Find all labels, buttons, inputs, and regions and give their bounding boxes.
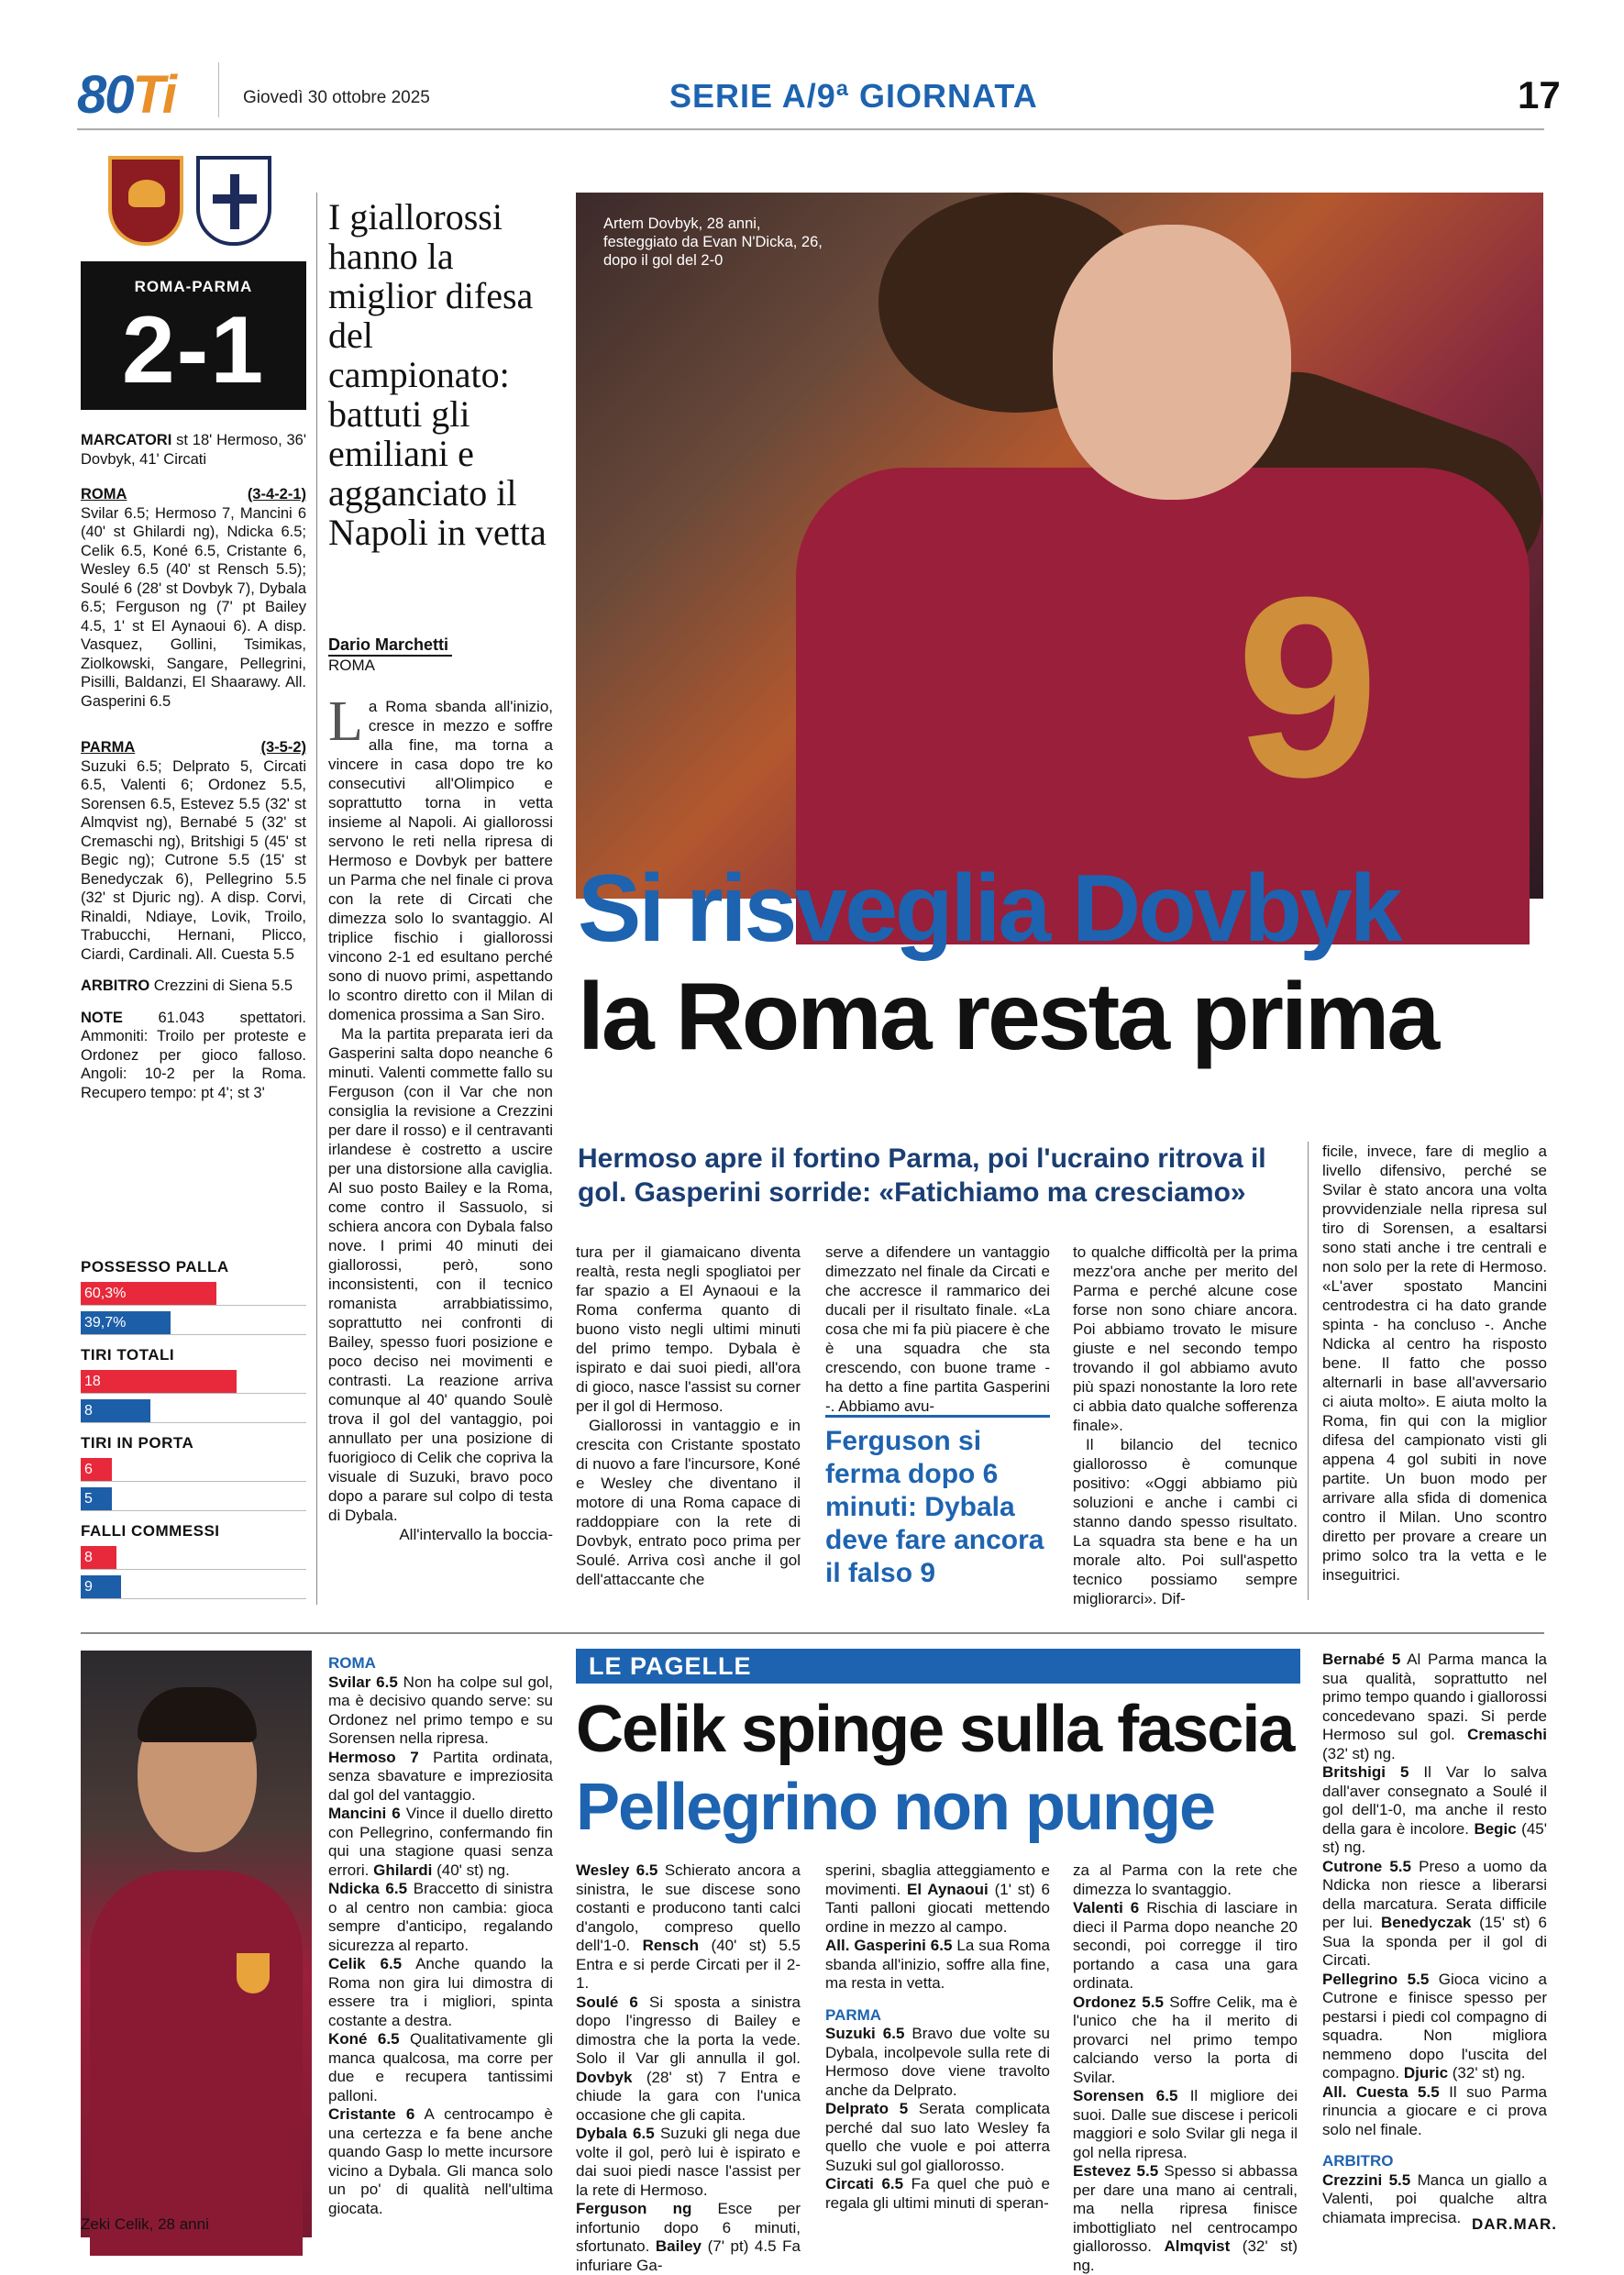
ratings-referee: ARBITRO bbox=[1322, 2152, 1394, 2170]
headline-line-2: la Roma resta prima bbox=[578, 964, 1438, 1070]
referee: ARBITRO Crezzini di Siena 5.5 bbox=[81, 977, 293, 994]
rating-entry: Sorensen 6.5 Il migliore dei suoi. Dalle sue discese i pericoli maggiori e solo Svilar gli nega il gol nella ripresa. bbox=[1073, 2087, 1298, 2161]
shirt-number-graphic: 9 bbox=[1236, 545, 1379, 831]
final-score: 2-1 bbox=[121, 297, 266, 403]
rating-entry: Svilar 6.5 Non ha colpe sul gol, ma è decisivo quando serve: su Ordonez nel primo tempo e su Sorensen nella ripresa. bbox=[328, 1673, 553, 1747]
article-column-1: La Roma sbanda all'inizio, cresce in mezzo e soffre alla fine, ma torna a vincere in casa dopo tre ko consecutivi all'Olimpico e soprattutto torna in vetta insieme al Napoli. Ai giallorossi servono le reti nella ripresa di Hermoso e Dovbyk per battere un Parma che nel finale ci prova con la rete di Circati che dimezza solo lo svantaggio. Al triplice fischio i giallorossi vincono 2-1 ed esultano perché sono di nuovo primi, aspettando lo scontro diretto con il Milan di domenica prossima a San Siro. Ma la partita preparata ieri da Gasperini salta dopo neanche 6 minuti. Valenti commette fallo su Ferguson (con il Var che non consiglia la revisione a Crezzini per dare il rosso) e il centravanti irlandese è costretto a uscire per una distorsione alla caviglia. Al suo posto Bailey e la Roma, come contro il Sassuolo, si schiera ancora con Dybala falso nove. I primi 40 minuti dei giallorossi, però, sono inconsistenti, con il tecnico romanista arrabbiatissimo, soprattutto nei confronti di Bailey, spesso fuori posizione e poco deciso nei movimenti e contrasti. La reazione arriva comunque al 40' quando Soulè trova il gol del vantaggio, poi annullato per una posizione di fuorigioco di Celik che copriva la visuale di Suzuki, bravo poco dopo a parare sul colpo di testa di Dybala. All'intervallo la boccia- bbox=[328, 690, 553, 1543]
rating-entry: Britshigi 5 Il Var lo salva dall'aver consegnato a Soulé il gol dell'1-0, ma anche il resto della gara è incolore. bbox=[1322, 1763, 1547, 1838]
rating-entry: Suzuki 6.5 Bravo due volte su Dybala, incolpevole sulla rete di Hermoso dove viene travolto anche da Delprato. bbox=[825, 2025, 1050, 2099]
match-sheet bbox=[81, 431, 306, 1102]
stat-value-roma: 6 bbox=[81, 1458, 112, 1481]
parma-crest-icon bbox=[196, 156, 271, 246]
rating-entry: Hermoso 7 Partita ordinata, senza sbavature e impreziosita dal gol del vantaggio. bbox=[328, 1748, 553, 1804]
rating-entry: Celik 6.5 Anche quando la Roma non gira lui dimostra di essere tra i migliori, spinta costante a destra. bbox=[328, 1955, 553, 2029]
section-rule bbox=[81, 1632, 1544, 1634]
rating-entry: El Aynaoui (1' st) 6 Tanti palloni giocati mettendo ordine in mezzo al campo. bbox=[825, 1880, 1050, 1936]
ratings-column-2 bbox=[576, 1861, 801, 2275]
ratings-column-5 bbox=[1322, 1651, 1547, 2227]
rating-entry: Bailey (7' pt) 4.5 Fa infuriare Ga- bbox=[576, 2237, 801, 2274]
headline-subtitle: Hermoso apre il fortino Parma, poi l'ucraino ritrova il gol. Gasperini sorride: «Fatichiamo ma cresciamo» bbox=[578, 1143, 1266, 1208]
main-photo bbox=[576, 193, 1543, 899]
scorebox bbox=[81, 261, 306, 410]
ratings-column-3 bbox=[825, 1861, 1050, 2213]
stat-bar-roma bbox=[81, 1546, 306, 1570]
player-photo bbox=[81, 1651, 312, 2237]
club-badge-icon bbox=[237, 1953, 270, 1993]
dateline-city: ROMA bbox=[328, 657, 375, 674]
rating-entry: Ndicka 6.5 Braccetto di sinistra o al centro non cambia: gioca sempre d'anticipo, regalando sicurezza al reparto. bbox=[328, 1880, 553, 1954]
rating-entry: Delprato 5 Serata complicata perché dal suo lato Wesley fa quello che vuole e poi atterra Suzuki sul gol giallorosso. bbox=[825, 2100, 1050, 2174]
rating-entry: Mancini 6 Vince il duello diretto con Pellegrino, confermando fin qui una stagione quasi senza errori. bbox=[328, 1805, 553, 1879]
photo-caption: Artem Dovbyk, 28 anni, festeggiato da Evan N'Dicka, 26, dopo il gol del 2-0 bbox=[603, 215, 823, 269]
stat-value-parma: 9 bbox=[81, 1575, 121, 1598]
article-column-4: to qualche difficoltà per la prima mezz'ora anche per merito del Parma e perché alcune cose forse non sono chiare ancora. Poi abbiamo trovato le misure giuste e nel secondo tempo trovando il gol abbiamo avuto più spazi nonostante la loro rete ci abbia dato qualche sofferenza finale». Il bilancio del tecnico giallorosso è comunque positivo: «Oggi abbiamo più soluzioni e anche i cambi ci stanno dando spesso risultato. La squadra sta bene e ha un morale alto. Poi sull'aspetto tecnico possiamo sempre migliorarci». Dif- bbox=[1073, 1243, 1298, 1607]
stat-bar-parma bbox=[81, 1311, 306, 1335]
rating-entry: Begic (45' st) ng. bbox=[1322, 1819, 1547, 1856]
rating-entry: Dovbyk (28' st) 7 Entra e chiude la gara con l'unica occasione che gli capita. bbox=[576, 2068, 801, 2124]
rating-entry: Djuric (32' st) ng. bbox=[1403, 2064, 1526, 2082]
rating-entry: Rensch (40' st) 5.5 Entra e si perde Circati per il 2-1. bbox=[576, 1937, 801, 1992]
rating-entry: Soulé 6 Si sposta a sinistra dopo l'ingresso di Bailey e dimostra che la porta la vede. Solo il Var gli annulla il gol. bbox=[576, 1993, 801, 2067]
stat-bar-roma bbox=[81, 1282, 306, 1306]
rating-entry: Benedyczak (15' st) 6 Sua la sponda per il gol di Circati. bbox=[1322, 1914, 1548, 1969]
ratings-signature: DAR.MAR. bbox=[1472, 2215, 1557, 2233]
article-column-3: serve a difendere un vantaggio dimezzato nel finale da Circati e che accresce il rammarico dei ducali per il risultato finale. «La cosa che mi fa più piacere è che è una squadra che sta crescendo, con buone trame - ha detto a fine partita Gasperini -. Abbiamo avu- bbox=[825, 1243, 1050, 1415]
rating-entry: Crezzini 5.5 Manca un giallo a Valenti, poi qualche altra chiamata imprecisa. bbox=[1322, 2170, 1547, 2226]
rating-entry: Dybala 6.5 Suzuki gli nega due volte il gol, però lui è ispirato e dai suoi piedi nasce l'assist per la rete di Hermoso. bbox=[576, 2125, 801, 2199]
rating-entry: Wesley 6.5 Schierato ancora a sinistra, le sue discese sono costanti e producono tanti calci d'angolo, compreso quello dell'1-0. bbox=[576, 1861, 801, 1954]
match-label: ROMA-PARMA bbox=[134, 278, 253, 295]
stat-title: TIRI IN PORTA bbox=[81, 1434, 194, 1452]
ratings-column-4 bbox=[1073, 1861, 1298, 2275]
roma-lineup: Svilar 6.5; Hermoso 7, Mancini 6 (40' st Ghilardi ng), Ndicka 6.5; Celik 6.5, Koné 6.5, Cristante 6, Wesley 6.5 (40' st Rensch 5.5); Soulé 6 (28' st Dovbyk 7), Dybala 6.5; Ferguson ng (7' pt Bailey 4.5, 1' st El Aynaoui 6). A disp. Vasquez, Gollini, Tsimikas, Ziolkowski, Sangare, Pellegrini, Pisilli, Baldanzi, El Shaarawy. All. Gasperini 6.5 bbox=[81, 504, 306, 710]
stat-bar-parma bbox=[81, 1399, 306, 1423]
rating-entry: Ghilardi (40' st) ng. bbox=[373, 1861, 510, 1879]
stat-bar-parma bbox=[81, 1575, 306, 1599]
stat-value-parma: 5 bbox=[81, 1487, 112, 1510]
article-deck: I giallorossi hanno la miglior difesa del campionato: battuti gli emiliani e agganciato il Napoli in vetta bbox=[328, 196, 547, 553]
ratings-title-1: Celik spinge sulla fascia bbox=[576, 1693, 1294, 1766]
ratings-column-1 bbox=[328, 1651, 553, 2218]
rating-entry: Cutrone 5.5 Preso a uomo da Ndicka non riesce a liberarsi della marcatura. Serata difficile per lui. bbox=[1322, 1857, 1547, 1931]
stat-value-parma: 8 bbox=[81, 1399, 150, 1422]
column-divider bbox=[316, 193, 317, 1605]
drop-cap: L bbox=[328, 690, 363, 753]
rating-entry: Estevez 5.5 Spesso si abbassa per dare una mano ai centrali, ma nella ripresa finisce imbottigliato nel centrocampo giallorosso. bbox=[1073, 2162, 1298, 2255]
rating-entry: Circati 6.5 Fa quel che può e regala gli ultimi minuti di speran- bbox=[825, 2175, 1051, 2212]
rating-entry: sperini, sbaglia atteggiamento e movimenti. bbox=[825, 1861, 1050, 1898]
article-column-2: tura per il giamaicano diventa realtà, resta negli spogliatoi per far spazio a El Aynaoui e la Roma conferma quanto di buono visto negli ultimi minuti del primo tempo. Dybala è ispirato e dai suoi piedi, all'ora di gioco, nasce l'assist su corner per il gol di Hermoso. Giallorossi in vantaggio e in crescita con Cristante spostato di nuovo a fare l'incursore, Koné e Wesley che diventano il motore di una Roma capace di raddoppiare con la rete di Dovbyk, entrato poco prima per Soulé. Arriva così anche il gol dell'attaccante che bbox=[576, 1243, 801, 1588]
header-rule bbox=[77, 128, 1544, 130]
ratings-team-parma: PARMA bbox=[825, 2005, 882, 2024]
stat-bar-parma bbox=[81, 1487, 306, 1511]
stat-title: FALLI COMMESSI bbox=[81, 1522, 220, 1540]
newspaper-logo: 80Ti bbox=[77, 65, 176, 125]
stat-bar-roma bbox=[81, 1458, 306, 1482]
issue-date: Giovedì 30 ottobre 2025 bbox=[243, 88, 430, 107]
match-notes: NOTE 61.043 spettatori. Ammoniti: Troilo per proteste e Ordonez per gioco falloso. Angoli: 10-2 per la Roma. Recupero tempo: pt 4'; st 3' bbox=[81, 1009, 306, 1101]
stat-value-roma: 18 bbox=[81, 1370, 237, 1393]
column-divider bbox=[1308, 1142, 1309, 1600]
player-photo-caption: Zeki Celik, 28 anni bbox=[81, 2215, 209, 2233]
stat-value-roma: 8 bbox=[81, 1546, 116, 1569]
author: Dario Marchetti bbox=[328, 635, 452, 657]
ratings-team-roma: ROMA bbox=[328, 1654, 376, 1672]
article-column-5: ficile, invece, fare di meglio a livello difensivo, perché se Svilar è stato ancora una volta provvidenziale nella ripresa sul tiro di Sorensen, a esaltarsi sono stati anche i tre centrali e non solo per la rete di Hermoso. «L'aver spostato Mancini centrodestra ci ha dato grande spinta - ha concluso -. Anche Ndicka al centro ha risposto bene. Il fatto che posso alternarli in base all'avversario ci aiuta molto». E aiuta molto la Roma, fin qui con la miglior difesa del campionato visti gli appena 4 gol subiti in nove partite. Un buon modo per arrivare alla sfida di domenica contro il Milan. Uno scontro diretto per provare a creare un primo solco tra la vetta e le inseguitrici. bbox=[1322, 1143, 1547, 1584]
rating-entry: za al Parma con la rete che dimezza lo svantaggio. bbox=[1073, 1861, 1298, 1898]
ratings-title-2: Pellegrino non punge bbox=[576, 1771, 1214, 1844]
headline-line-1: Si risveglia Dovbyk bbox=[578, 856, 1400, 962]
header-divider bbox=[218, 62, 219, 117]
stat-title: POSSESSO PALLA bbox=[81, 1258, 229, 1276]
rating-entry: Cristante 6 A centrocampo è una certezza e fa bene anche quando Gasp lo mette incursore vicino a Dybala. Gli manca solo un po' di qualità nell'ultima giocata. bbox=[328, 2105, 553, 2217]
rating-entry: Almqvist (32' st) ng. bbox=[1073, 2237, 1298, 2274]
rating-entry: Pellegrino 5.5 Gioca vicino a Cutrone e finisce spesso per pestarsi i piedi col compagno di squadra. Non migliora nemmeno dopo l'uscita del compagno. bbox=[1322, 1970, 1547, 2082]
roma-lineup-header: ROMA (3-4-2-1) bbox=[81, 486, 306, 502]
rating-entry: All. Gasperini 6.5 La sua Roma sbanda all'inizio, soffre alla fine, ma resta in vetta. bbox=[825, 1937, 1050, 1992]
rating-entry: Ferguson ng Esce per infortunio dopo 6 minuti, sfortunato. bbox=[576, 2200, 801, 2255]
rating-entry: Cremaschi (32' st) ng. bbox=[1322, 1726, 1547, 1762]
rating-entry: Bernabé 5 Al Parma manca la sua qualità, soprattutto nel primo tempo quando i giallorossi concedevano spazi. Si perde Hermoso sul gol. bbox=[1322, 1651, 1547, 1743]
stat-value-parma: 39,7% bbox=[81, 1311, 171, 1334]
ratings-label: LE PAGELLE bbox=[576, 1649, 1300, 1684]
scorers: MARCATORI st 18' Hermoso, 36' Dovbyk, 41' Circati bbox=[81, 432, 306, 468]
match-stats bbox=[81, 1247, 306, 1599]
pull-quote: Ferguson si ferma dopo 6 minuti: Dybala deve fare ancora il falso 9 bbox=[825, 1415, 1050, 1590]
rating-entry: Koné 6.5 Qualitativamente gli manca qualcosa, ma corre per due e recupera tantissimi palloni. bbox=[328, 2030, 553, 2104]
rating-entry: All. Cuesta 5.5 Il suo Parma rinuncia a giocare e ci prova solo nel finale. bbox=[1322, 2082, 1547, 2138]
stat-value-roma: 60,3% bbox=[81, 1282, 216, 1305]
stat-title: TIRI TOTALI bbox=[81, 1346, 175, 1364]
parma-lineup-header: PARMA (3-5-2) bbox=[81, 739, 306, 756]
rating-entry: Ordonez 5.5 Soffre Celik, ma è l'unico che ha il merito di provarci nel primo tempo calciando verso la porta di Svilar. bbox=[1073, 1993, 1298, 2086]
stat-bar-roma bbox=[81, 1370, 306, 1394]
roma-crest-icon bbox=[108, 156, 183, 246]
page-number: 17 bbox=[1518, 73, 1561, 116]
rating-entry: Valenti 6 Rischia di lasciare in dieci il Parma dopo neanche 20 secondi, poi corregge il tiro portando a casa una gara ordinata. bbox=[1073, 1899, 1298, 1992]
section-title: SERIE A/9ª GIORNATA bbox=[669, 77, 1038, 115]
parma-lineup: Suzuki 6.5; Delprato 5, Circati 6.5, Valenti 6; Ordonez 5.5, Sorensen 6.5, Estevez 5.5 (32' st Almqvist ng), Bernabé 5 (32' st Cremaschi ng), Britshigi 5 (45' st Begic ng); Cutrone 5.5 (15' st Benedyczak 6), Pellegrino 5.5 (32' st Djuric ng). A disp. Corvi, Rinaldi, Ndiaye, Lovik, Troilo, Trabucchi, Hernani, Plicco, Ciardi, Cardinali. All. Cuesta 5.5 bbox=[81, 757, 306, 963]
